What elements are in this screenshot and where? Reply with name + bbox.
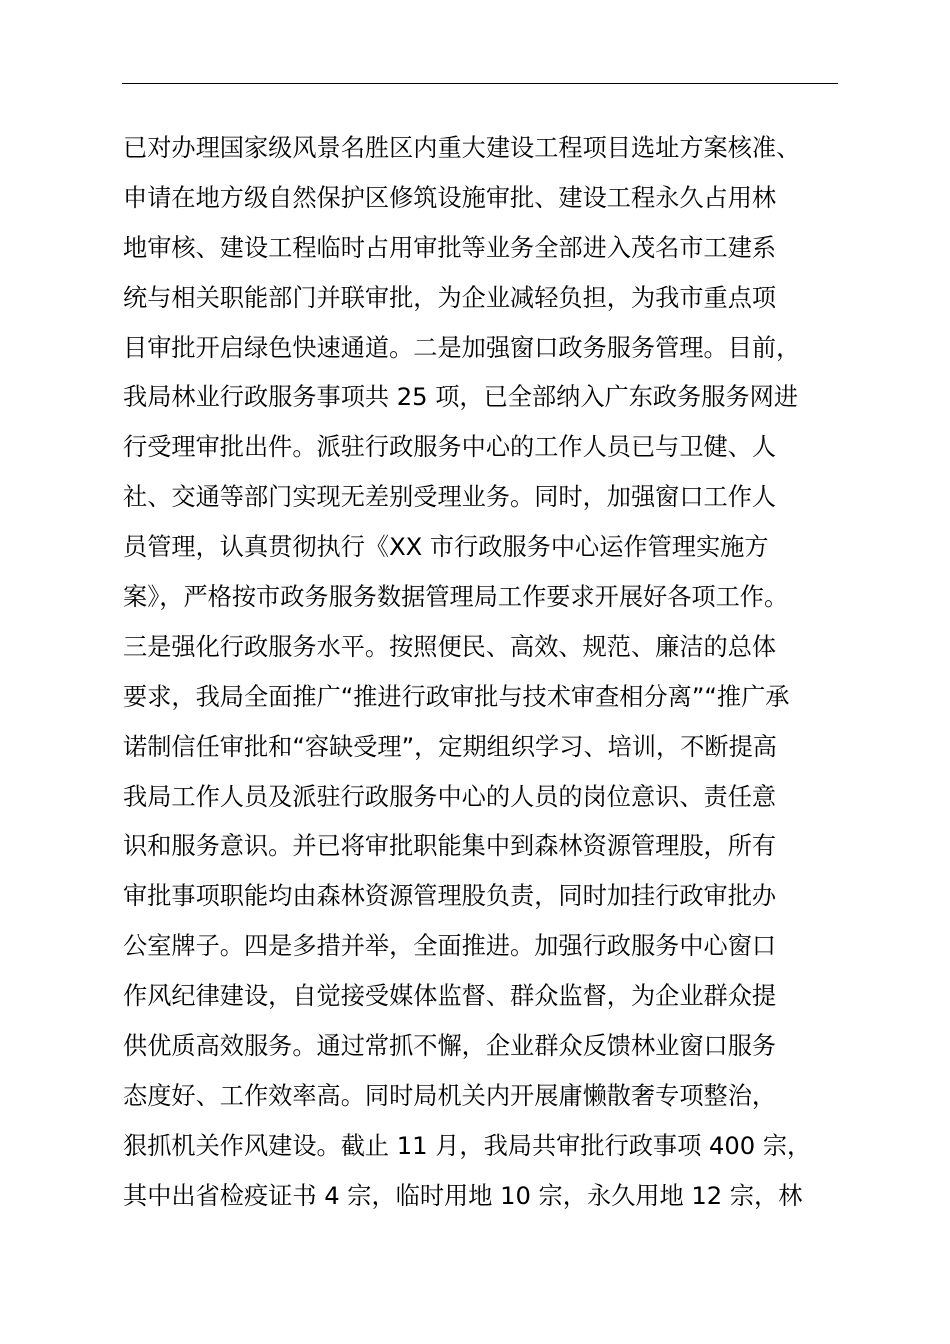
body-paragraph: [123, 124, 863, 1222]
text-line: 诺制信任审批和“容缺受理”，定期组织学习、培训，不断提高: [123, 732, 777, 761]
text-line: 社、交通等部门实现无差别受理业务。同时，加强窗口工作人: [123, 483, 777, 512]
text-line: 三是强化行政服务水平。按照便民、高效、规范、廉洁的总体: [123, 632, 777, 661]
text-line: 目审批开启绿色快速通道。二是加强窗口政务服务管理。目前，: [123, 333, 801, 362]
text-line: 狠抓机关作风建设。截止 11 月，我局共审批行政事项 400 宗，: [123, 1131, 812, 1160]
header-rule: [122, 83, 838, 84]
text-line: 要求，我局全面推广“推进行政审批与技术审查相分离”“推广承: [123, 682, 790, 711]
text-line: 其中出省检疫证书 4 宗，临时用地 10 宗，永久用地 12 宗，林: [123, 1181, 803, 1210]
text-line: 我局工作人员及派驻行政服务中心的人员的岗位意识、责任意: [123, 782, 777, 811]
text-line: 案》，严格按市政务服务数据管理局工作要求开展好各项工作。: [123, 583, 789, 612]
text-line: 行受理审批出件。派驻行政服务中心的工作人员已与卫健、人: [123, 433, 777, 462]
text-line: 申请在地方级自然保护区修筑设施审批、建设工程永久占用林: [123, 183, 777, 212]
text-line: 审批事项职能均由森林资源管理股负责，同时加挂行政审批办: [123, 882, 777, 911]
text-line: 公室牌子。四是多措并举，全面推进。加强行政服务中心窗口: [123, 932, 777, 961]
text-line: 供优质高效服务。通过常抓不懈，企业群众反馈林业窗口服务: [123, 1032, 777, 1061]
text-line: 作风纪律建设，自觉接受媒体监督、群众监督，为企业群众提: [123, 982, 777, 1011]
text-line: 态度好、工作效率高。同时局机关内开展庸懒散奢专项整治，: [123, 1081, 777, 1110]
text-line: 识和服务意识。并已将审批职能集中到森林资源管理股，所有: [123, 832, 777, 861]
text-line: 地审核、建设工程临时占用审批等业务全部进入茂名市工建系: [123, 233, 777, 262]
text-line: 已对办理国家级风景名胜区内重大建设工程项目选址方案核准、: [123, 134, 801, 162]
text-line: 我局林业行政服务事项共 25 项，已全部纳入广东政务服务网进: [123, 383, 799, 412]
text-line: 统与相关职能部门并联审批，为企业减轻负担，为我市重点项: [123, 283, 777, 312]
text-line: 员管理，认真贯彻执行《XX 市行政服务中心运作管理实施方: [123, 533, 769, 562]
